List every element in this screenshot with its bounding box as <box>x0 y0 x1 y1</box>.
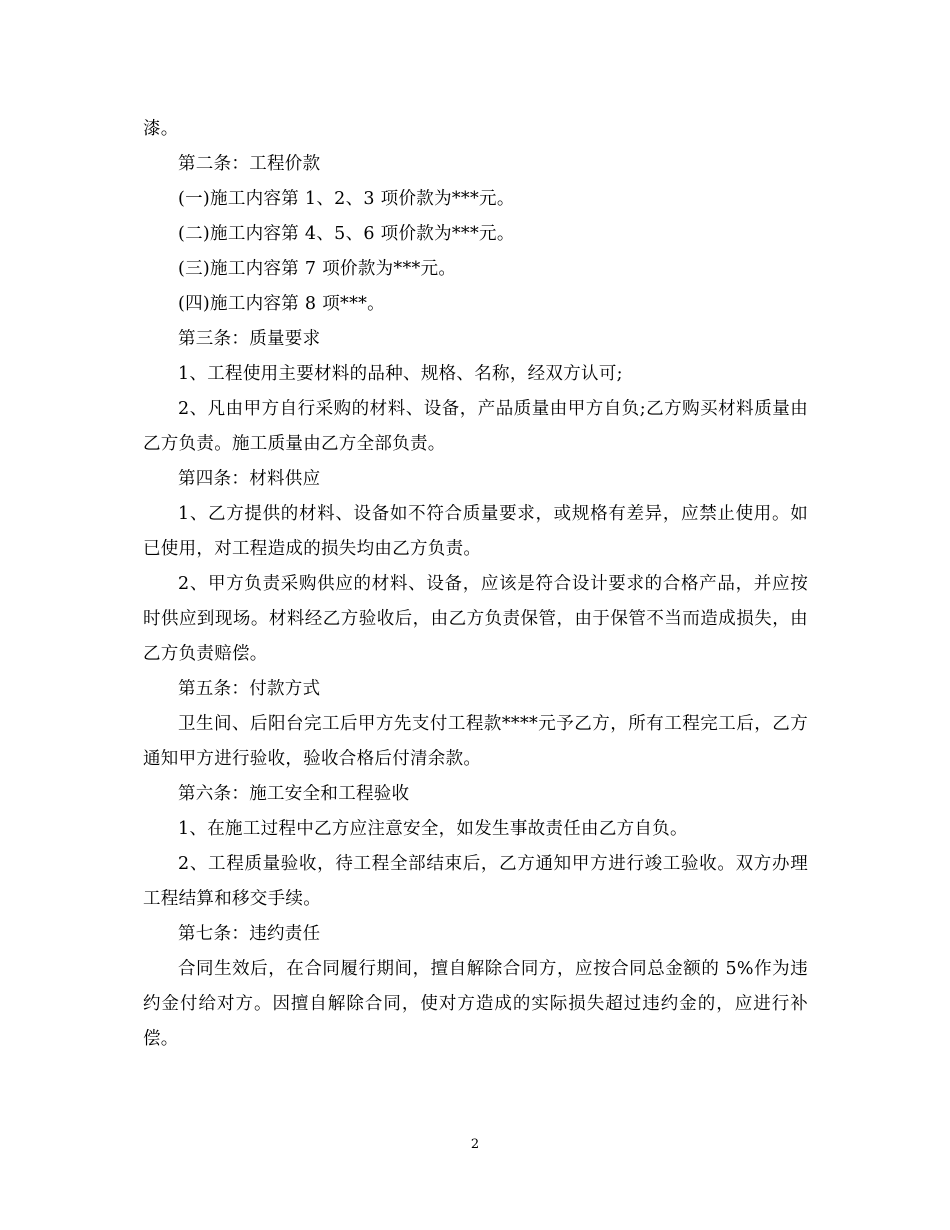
quality-clause-2: 2、凡由甲方自行采购的材料、设备，产品质量由甲方自负;乙方购买材料质量由乙方负责。施工质量由乙方全部负责。 <box>143 399 808 454</box>
supply-clause-2: 2、甲方负责采购供应的材料、设备，应该是符合设计要求的合格产品，并应按时供应到现场。材料经乙方验收后，由乙方负责保管，由于保管不当而造成损失，由乙方负责赔偿。 <box>143 574 808 664</box>
price-item-4: (四)施工内容第 8 项***。 <box>178 294 385 314</box>
section-heading-2: 第二条：工程价款 <box>178 154 321 174</box>
document-body <box>143 112 808 1057</box>
price-item-1: (一)施工内容第 1、2、3 项价款为***元。 <box>178 189 515 209</box>
acceptance-clause-2: 2、工程质量验收，待工程全部结束后，乙方通知甲方进行竣工验收。双方办理工程结算和移交手续。 <box>143 854 808 909</box>
section-heading-5: 第五条：付款方式 <box>178 679 321 699</box>
paragraph-continuation: 漆。 <box>143 119 179 139</box>
quality-clause-1: 1、工程使用主要材料的品种、规格、名称，经双方认可; <box>178 364 623 384</box>
section-heading-3: 第三条：质量要求 <box>178 329 321 349</box>
breach-clause: 合同生效后，在合同履行期间，擅自解除合同方，应按合同总金额的 5%作为违约金付给对方。因擅自解除合同，使对方造成的实际损失超过违约金的，应进行补偿。 <box>143 959 808 1049</box>
safety-clause-1: 1、在施工过程中乙方应注意安全，如发生事故责任由乙方自负。 <box>178 819 688 839</box>
section-heading-7: 第七条：违约责任 <box>178 924 321 944</box>
payment-clause: 卫生间、后阳台完工后甲方先支付工程款****元予乙方，所有工程完工后，乙方通知甲方进行验收，验收合格后付清余款。 <box>143 714 808 769</box>
section-heading-4: 第四条：材料供应 <box>178 469 321 489</box>
page-number: 2 <box>470 1137 480 1152</box>
supply-clause-1: 1、乙方提供的材料、设备如不符合质量要求，或规格有差异，应禁止使用。如已使用，对工程造成的损失均由乙方负责。 <box>143 504 808 559</box>
price-item-2: (二)施工内容第 4、5、6 项价款为***元。 <box>178 224 515 244</box>
price-item-3: (三)施工内容第 7 项价款为***元。 <box>178 259 457 279</box>
section-heading-6: 第六条：施工安全和工程验收 <box>178 784 410 804</box>
